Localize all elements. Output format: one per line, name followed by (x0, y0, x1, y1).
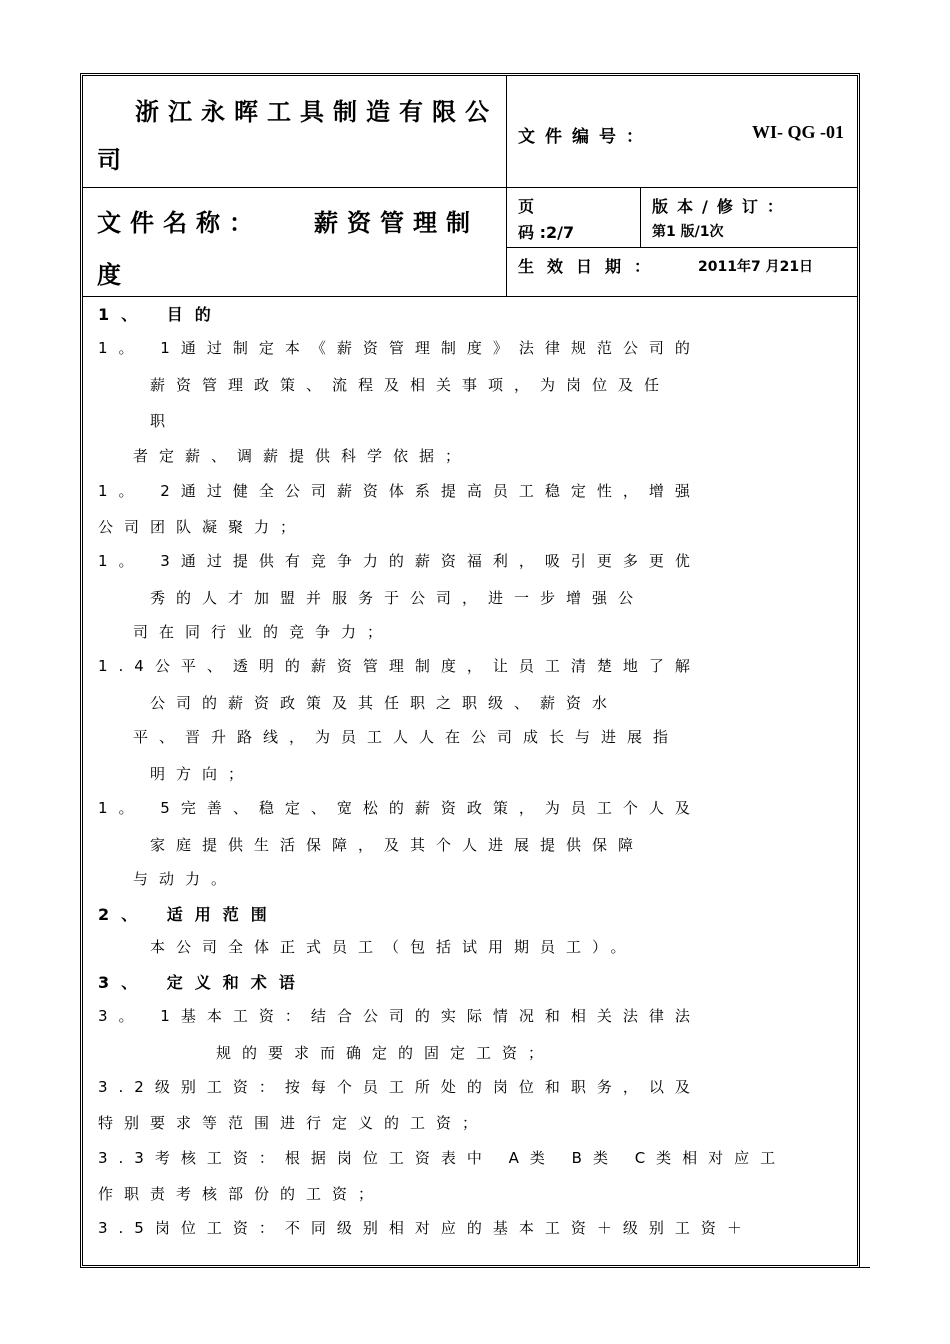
version-label: 版本/修订： (652, 197, 792, 216)
doc-number-label: 文件编号： (518, 127, 653, 147)
section-heading: 2、 适用范围 (98, 905, 279, 924)
paragraph-line: 1。 3通过提供有竞争力的薪资福利，吸引更多更优 (98, 552, 701, 570)
paragraph-line: 薪资管理政策、流程及相关事项，为岗位及任 (150, 376, 671, 394)
paragraph-line: 1.4公平、透明的薪资管理制度，让员工清楚地了解 (98, 657, 701, 675)
paragraph-line: 3.2级别工资：按每个员工所处的岗位和职务，以及 (98, 1078, 701, 1096)
doc-name-value-line1: 薪资管理制 (314, 209, 479, 237)
doc-number-value: WI- QG -01 (752, 122, 844, 142)
header-divider-vertical (506, 75, 507, 297)
company-name-line1: 浙江永晖工具制造有限公 (135, 98, 498, 126)
paragraph-line: 规的要求而确定的固定工资； (216, 1044, 555, 1062)
paragraph-line: 明方向； (150, 765, 255, 783)
company-name (97, 88, 502, 184)
page-label-line1: 页 (518, 197, 535, 216)
paragraph-line: 司在同行业的竞争力； (133, 623, 394, 641)
paragraph-line: 家庭提供生活保障，及其个人进展提供保障 (150, 836, 645, 854)
paragraph-line: 本公司全体正式员工（包括试用期员工）。 (150, 938, 637, 956)
paragraph-line: 职 (150, 412, 177, 430)
company-name-line2: 司 (97, 146, 130, 174)
paragraph-line: 1。 5完善、稳定、宽松的薪资政策，为员工个人及 (98, 799, 701, 817)
paragraph-line: 3.5岗位工资：不同级别相对应的基本工资＋级别工资＋ (98, 1219, 753, 1237)
paragraph-line: 与动力。 (133, 870, 238, 888)
page-version-divider (640, 187, 641, 247)
paragraph-line: 秀的人才加盟并服务于公司，进一步增强公 (150, 589, 645, 607)
footer-mark (858, 1267, 870, 1268)
doc-name-value-line2: 度 (97, 261, 130, 289)
effective-date-value: 2011年7 月21日 (698, 259, 814, 275)
paragraph-line: 1。 2通过健全公司薪资体系提高员工稳定性，增强 (98, 482, 701, 500)
paragraph-line: 作职责考核部份的工资； (98, 1185, 385, 1203)
paragraph-line: 平、晋升路线，为员工人人在公司成长与进展指 (133, 728, 680, 746)
section-heading: 3、 定义和术语 (98, 973, 307, 992)
page-label-line2: 码 :2/7 (518, 223, 575, 242)
header-divider-1 (82, 187, 858, 188)
paragraph-line: 特别要求等范围进行定义的工资； (98, 1114, 489, 1132)
paragraph-line: 公司团队凝聚力； (98, 518, 307, 536)
version-value: 第1 版/1次 (652, 224, 724, 240)
paragraph-line: 公司的薪资政策及其任职之职级、薪资水 (150, 694, 619, 712)
paragraph-line: 3。 1基本工资：结合公司的实际情况和相关法律法 (98, 1007, 701, 1025)
paragraph-line: 者定薪、调薪提供科学依据； (133, 447, 472, 465)
effective-date-label: 生效日期： (518, 257, 664, 276)
doc-name-label: 文件名称： (97, 209, 262, 237)
header-divider-2 (506, 247, 858, 248)
section-heading: 1、 目的 (98, 305, 223, 324)
paragraph-line: 1。 1通过制定本《薪资管理制度》法律规范公司的 (98, 339, 701, 357)
paragraph-line: 3.3考核工资：根据岗位工资表中 A类 B类 C类相对应工 (98, 1149, 787, 1167)
doc-name (97, 197, 502, 301)
page-number (518, 194, 628, 246)
